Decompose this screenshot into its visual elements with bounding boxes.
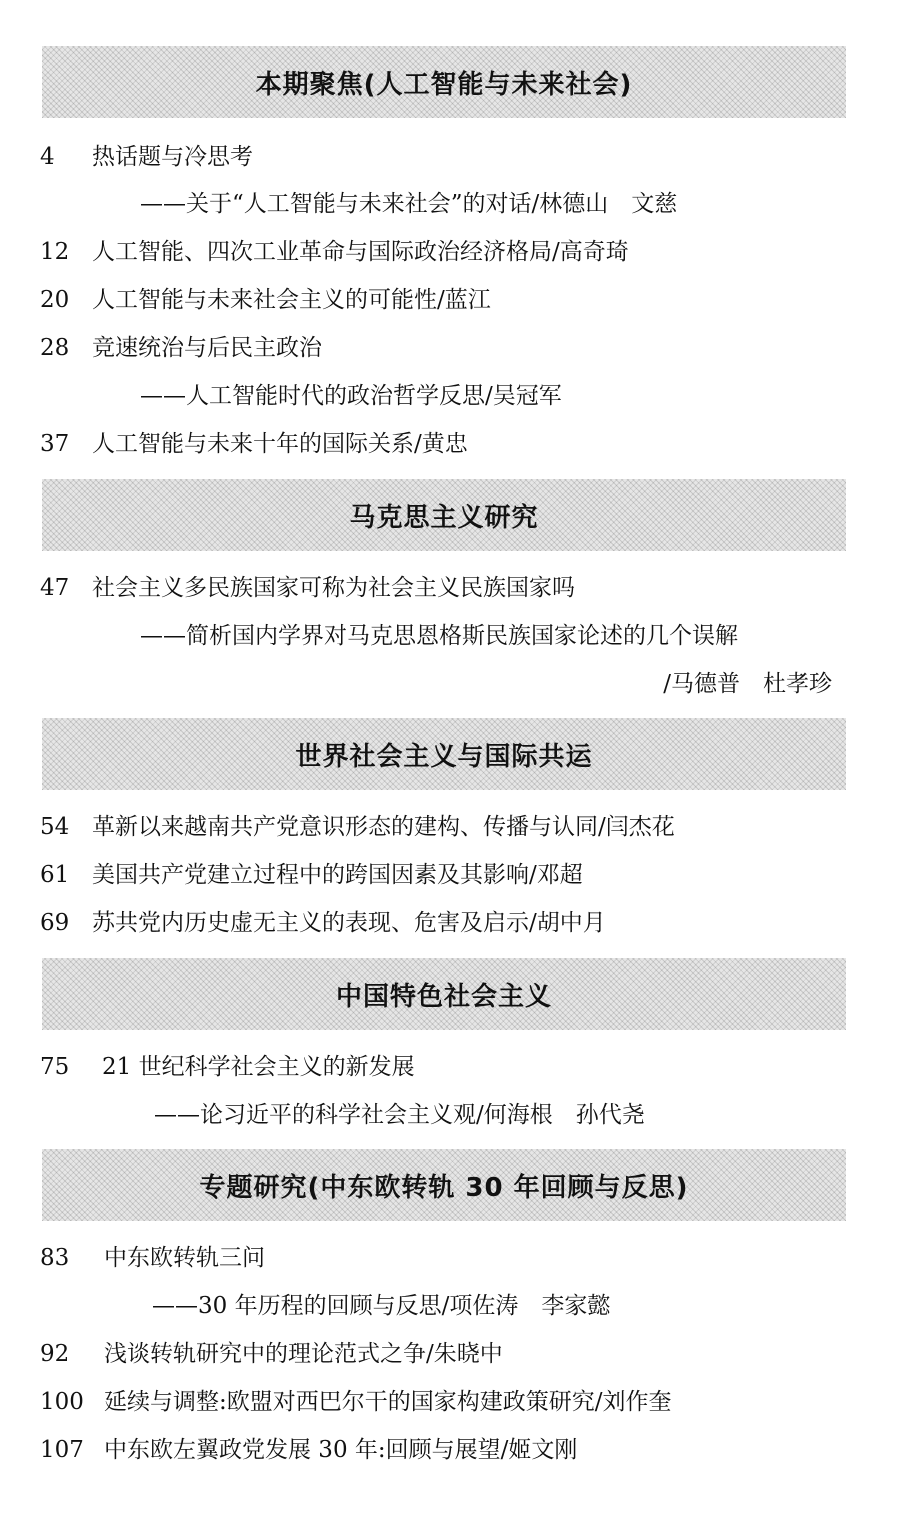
entry-subtitle: ——简析国内学界对马克思恩格斯民族国家论述的几个误解 (140, 623, 738, 649)
page-number: 47 (40, 575, 70, 601)
section-header (42, 958, 846, 1030)
section-title: 世界社会主义与国际共运 (295, 741, 593, 772)
entry-title: 社会主义多民族国家可称为社会主义民族国家吗 (92, 575, 575, 601)
section-header (42, 46, 846, 118)
entry-title: 竞速统治与后民主政治 (92, 335, 322, 361)
entry-subtitle: ——关于“人工智能与未来社会”的对话/林德山 文慈 (140, 191, 678, 217)
page-number: 28 (40, 335, 70, 361)
entry-title: 美国共产党建立过程中的跨国因素及其影响/邓超 (92, 862, 583, 888)
page-number: 37 (40, 431, 70, 457)
entry-subtitle: ——人工智能时代的政治哲学反思/吴冠军 (140, 383, 562, 409)
section-header (42, 718, 846, 790)
page-number: 107 (40, 1437, 84, 1463)
page-number: 83 (40, 1245, 70, 1271)
section-title: 本期聚焦(人工智能与未来社会) (255, 69, 633, 100)
entry-authors: /马德普 杜孝珍 (663, 671, 832, 697)
section-title: 马克思主义研究 (349, 502, 539, 533)
entry-title: 人工智能与未来十年的国际关系/黄忠 (92, 431, 468, 457)
page-number: 12 (40, 239, 70, 265)
page-number: 92 (40, 1341, 70, 1367)
section-title: 专题研究(中东欧转轨 30 年回顾与反思) (199, 1172, 689, 1203)
entry-title: 人工智能、四次工业革命与国际政治经济格局/高奇琦 (92, 239, 629, 265)
page-number: 75 (40, 1054, 70, 1080)
entry-title: 浅谈转轨研究中的理论范式之争/朱晓中 (104, 1341, 503, 1367)
entry-title: 延续与调整:欧盟对西巴尔干的国家构建政策研究/刘作奎 (104, 1389, 672, 1415)
entry-title: 苏共党内历史虚无主义的表现、危害及启示/胡中月 (92, 910, 606, 936)
entry-subtitle: ——30 年历程的回顾与反思/项佐涛 李家懿 (152, 1293, 611, 1319)
entry-subtitle: ——论习近平的科学社会主义观/何海根 孙代尧 (154, 1102, 645, 1128)
entry-title: 21 世纪科学社会主义的新发展 (102, 1054, 415, 1080)
page-number: 54 (40, 814, 70, 840)
section-title: 中国特色社会主义 (335, 981, 552, 1012)
section-header (42, 479, 846, 551)
page-number: 61 (40, 862, 70, 888)
entry-title: 中东欧左翼政党发展 30 年:回顾与展望/姬文刚 (104, 1437, 578, 1463)
section-header (42, 1149, 846, 1221)
page-number: 100 (40, 1389, 84, 1415)
entry-title: 人工智能与未来社会主义的可能性/蓝江 (92, 287, 491, 313)
page-number: 69 (40, 910, 70, 936)
page-number: 4 (40, 144, 55, 170)
entry-title: 革新以来越南共产党意识形态的建构、传播与认同/闫杰花 (92, 814, 675, 840)
entry-title: 热话题与冷思考 (92, 144, 253, 170)
page-number: 20 (40, 287, 70, 313)
entry-title: 中东欧转轨三问 (104, 1245, 265, 1271)
